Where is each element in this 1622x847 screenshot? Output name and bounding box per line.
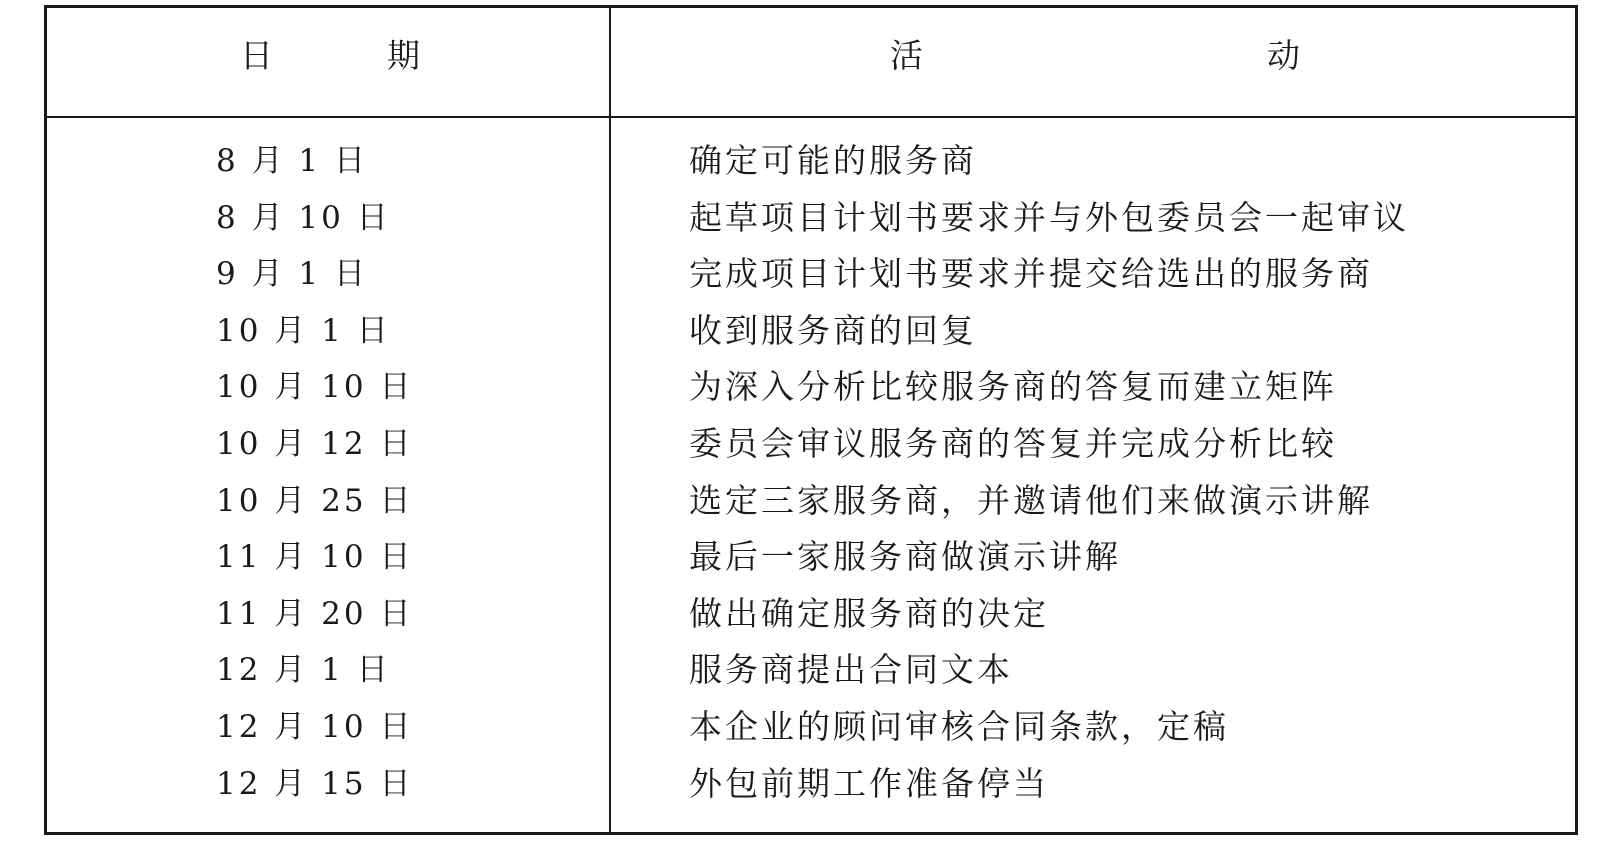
header-date [240,36,420,76]
date-cell: 11 月 10 日 [216,539,414,576]
table-row [44,705,1578,762]
activity-cell: 外包前期工作准备停当 [689,763,1049,803]
date-cell: 11 月 20 日 [216,595,414,632]
header-date-char-1: 日 [240,36,273,75]
date-cell: 10 月 25 日 [216,482,414,519]
table-row [44,196,1578,253]
table-row [44,422,1578,479]
header-divider [44,116,1578,118]
date-cell: 12 月 10 日 [216,708,414,745]
date-cell: 12 月 15 日 [216,765,414,802]
activity-cell: 起草项目计划书要求并与外包委员会一起审议 [689,197,1409,237]
table-row [44,648,1578,705]
header-activity [890,36,1300,76]
table-row [44,479,1578,536]
activity-cell: 最后一家服务商做演示讲解 [689,537,1121,577]
table-row [44,535,1578,592]
activity-cell: 为深入分析比较服务商的答复而建立矩阵 [689,367,1337,407]
table-row [44,139,1578,196]
activity-cell: 完成项目计划书要求并提交给选出的服务商 [689,254,1373,294]
date-cell: 10 月 10 日 [216,369,414,406]
date-cell: 12 月 1 日 [216,652,391,689]
header-activity-char-2: 动 [1267,36,1300,75]
activity-cell: 选定三家服务商，并邀请他们来做演示讲解 [689,480,1373,520]
date-cell: 8 月 1 日 [216,143,369,179]
header-date-char-2: 期 [387,36,420,75]
activity-cell: 服务商提出合同文本 [689,650,1013,690]
activity-cell: 确定可能的服务商 [689,141,977,180]
table-row [44,592,1578,649]
activity-cell: 本企业的顾问审核合同条款，定稿 [689,706,1229,746]
table-row [44,309,1578,366]
activity-cell: 做出确定服务商的决定 [689,593,1049,633]
table-row [44,762,1578,819]
header-activity-char-1: 活 [890,36,923,75]
table-row [44,365,1578,422]
activity-cell: 收到服务商的回复 [689,310,977,350]
table-body [44,139,1578,818]
date-cell: 8 月 10 日 [216,199,391,236]
date-cell: 10 月 1 日 [216,312,391,349]
date-cell: 10 月 12 日 [216,425,414,462]
activity-cell: 委员会审议服务商的答复并完成分析比较 [689,423,1337,463]
table-row [44,252,1578,309]
date-cell: 9 月 1 日 [216,256,369,293]
